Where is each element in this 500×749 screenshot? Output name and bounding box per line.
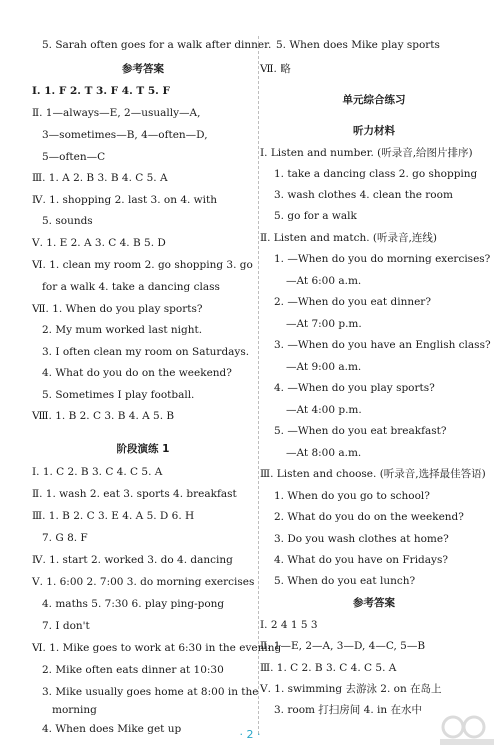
text-line: 4. What do you have on Fridays? <box>274 554 448 566</box>
answer-line: Ⅰ. 1. F 2. T 3. F 4. T 5. F <box>32 85 170 97</box>
answer-line: for a walk 4. take a dancing class <box>42 281 220 293</box>
section-heading-listening-material: 听力材料 <box>353 125 395 137</box>
text-line: 5. —When do you eat breakfast? <box>274 425 447 437</box>
text-line: 3. Do you wash clothes at home? <box>274 533 449 545</box>
answer-line: Ⅰ. 2 4 1 5 3 <box>260 619 318 631</box>
answer-line: 4. What do you do on the weekend? <box>42 367 232 379</box>
answer-line: Ⅱ. 1—always—E, 2—usually—A, <box>32 107 201 119</box>
answer-line: Ⅲ. 1. B 2. C 3. E 4. A 5. D 6. H <box>32 510 195 522</box>
section-heading-unit-review: 单元综合练习 <box>342 94 406 106</box>
answer-line: Ⅵ. 1. Mike goes to work at 6:30 in the evening <box>32 642 282 654</box>
answer-line: 4. maths 5. 7:30 6. play ping-pong <box>42 598 225 610</box>
page-number: · 2 · <box>239 728 261 741</box>
answer-line: 5. sounds <box>42 215 93 227</box>
text-line: 5. When does Mike play sports <box>276 39 440 51</box>
answer-line: Ⅲ. 1. C 2. B 3. C 4. C 5. A <box>260 662 397 674</box>
section-heading-answers: 参考答案 <box>122 63 164 75</box>
text-line: 5. When do you eat lunch? <box>274 575 416 587</box>
text-line: —At 8:00 a.m. <box>286 447 362 459</box>
text-line: 3. —When do you have an English class? <box>274 339 491 351</box>
section-heading-answers-2: 参考答案 <box>353 597 395 609</box>
answer-line: Ⅵ. 1. clean my room 2. go shopping 3. go <box>32 259 253 271</box>
answer-line: 7. I don't <box>42 620 90 632</box>
text-line: Ⅰ. Listen and number. (听录音,给图片排序) <box>260 147 473 159</box>
answer-line: 5. Sometimes I play football. <box>42 389 195 401</box>
text-line: 2. What do you do on the weekend? <box>274 511 464 523</box>
text-line: —At 6:00 a.m. <box>286 275 362 287</box>
answer-line: 3. room 打扫房间 4. in 在水中 <box>274 704 422 716</box>
text-line: 2. —When do you eat dinner? <box>274 296 431 308</box>
answer-line: Ⅱ. 1. wash 2. eat 3. sports 4. breakfast <box>32 488 237 500</box>
answer-line: Ⅲ. 1. A 2. B 3. B 4. C 5. A <box>32 172 168 184</box>
answer-line: morning <box>52 704 97 716</box>
answer-line: 7. G 8. F <box>42 532 88 544</box>
answer-line: Ⅴ. 1. E 2. A 3. C 4. B 5. D <box>32 237 166 249</box>
answer-line: Ⅱ. 1—E, 2—A, 3—D, 4—C, 5—B <box>260 640 426 652</box>
text-line: 3. wash clothes 4. clean the room <box>274 189 453 201</box>
text-line: Ⅲ. Listen and choose. (听录音,选择最佳答语) <box>260 468 486 480</box>
answer-line: 4. When does Mike get up <box>42 723 182 735</box>
answer-line: 3—sometimes—B, 4—often—D, <box>42 129 208 141</box>
text-line: 1. —When do you do morning exercises? <box>274 253 491 265</box>
answer-line: Ⅷ. 1. B 2. C 3. B 4. A 5. B <box>32 410 175 422</box>
text-line: 1. When do you go to school? <box>274 490 430 502</box>
answer-line: 5—often—C <box>42 151 106 163</box>
answer-line: Ⅴ. 1. swimming 去游泳 2. on 在岛上 <box>260 683 442 695</box>
text-line: Ⅶ. 略 <box>260 63 291 75</box>
answer-line: Ⅶ. 1. When do you play sports? <box>32 303 203 315</box>
watermark-logo <box>436 713 498 747</box>
column-divider <box>258 36 259 734</box>
answer-line: Ⅳ. 1. start 2. worked 3. do 4. dancing <box>32 554 233 566</box>
answer-line: Ⅳ. 1. shopping 2. last 3. on 4. with <box>32 194 217 206</box>
answer-line: 2. My mum worked last night. <box>42 324 203 336</box>
section-heading-stage-practice: 阶段演练 1 <box>116 443 170 455</box>
answer-line: Ⅴ. 1. 6:00 2. 7:00 3. do morning exercises <box>32 576 255 588</box>
text-line: —At 7:00 p.m. <box>286 318 362 330</box>
text-line: —At 9:00 a.m. <box>286 361 362 373</box>
text-line: Ⅱ. Listen and match. (听录音,连线) <box>260 232 437 244</box>
text-line: —At 4:00 p.m. <box>286 404 362 416</box>
answer-line: 3. Mike usually goes home at 8:00 in the <box>42 686 259 698</box>
answer-line: Ⅰ. 1. C 2. B 3. C 4. C 5. A <box>32 466 163 478</box>
text-line: 4. —When do you play sports? <box>274 382 435 394</box>
text-line: 5. Sarah often goes for a walk after dinner. <box>42 39 272 51</box>
answer-line: 2. Mike often eats dinner at 10:30 <box>42 664 224 676</box>
text-line: 1. take a dancing class 2. go shopping <box>274 168 478 180</box>
text-line: 5. go for a walk <box>274 210 357 222</box>
answer-line: 3. I often clean my room on Saturdays. <box>42 346 250 358</box>
